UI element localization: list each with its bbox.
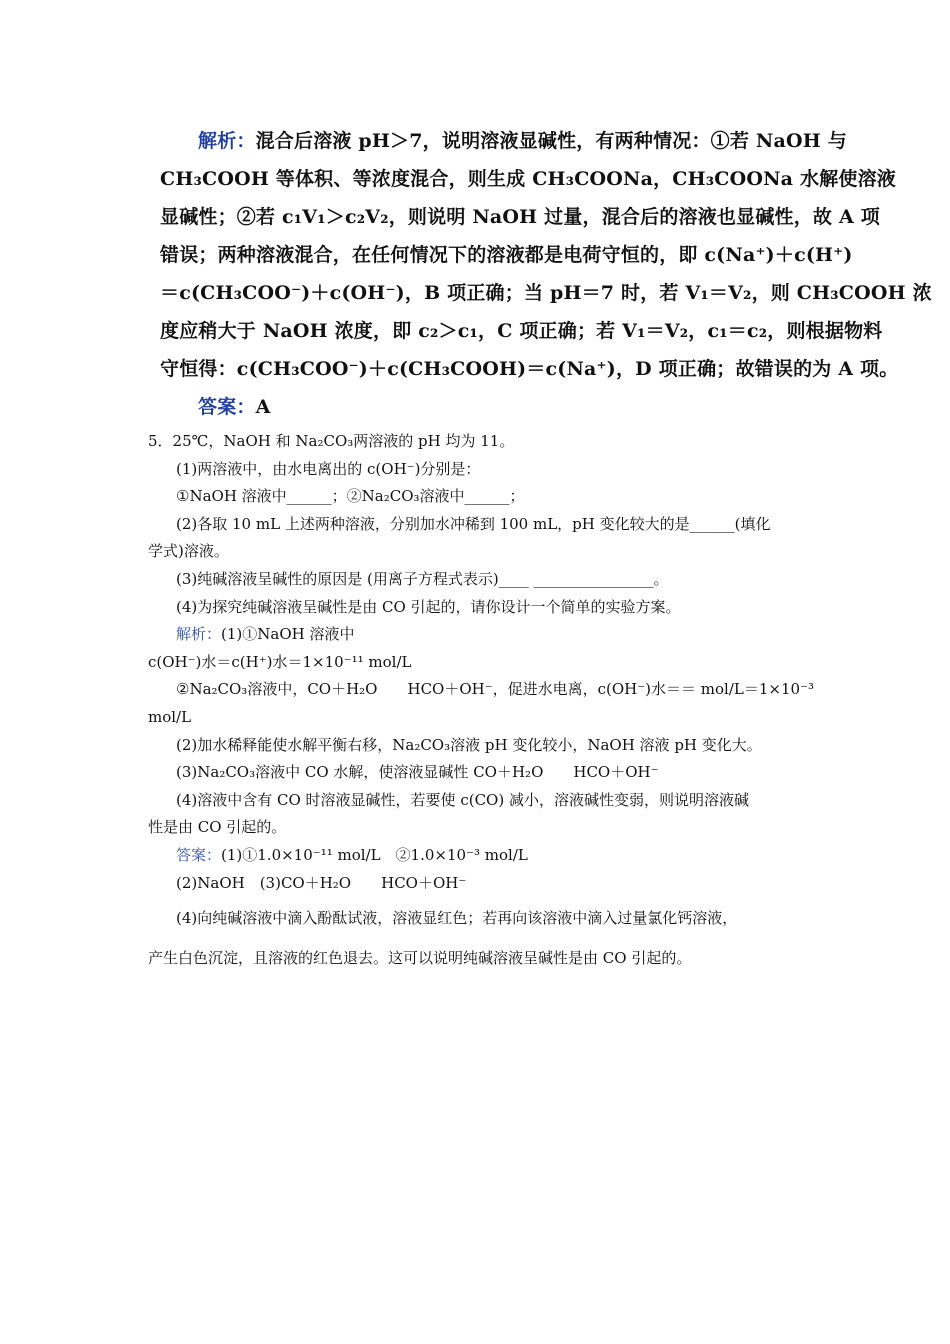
answer-label-2: 答案： [176,845,222,864]
analysis-line-6: (4)溶液中含有 CO 时溶液显碱性，若要使 c(CO) 减小，溶液碱性变弱，则说明溶液碱 [176,790,749,809]
sub-question-1: (1)两溶液中，由水电离出的 c(OH⁻)分别是： [176,459,481,478]
analysis-line-2: c(OH⁻)水＝c(H⁺)水＝1×10⁻¹¹ mol/L [148,652,412,671]
answer-line-1: 答案：(1)①1.0×10⁻¹¹ mol/L ②1.0×10⁻³ mol/L [176,845,528,864]
scanned-solution-block [160,122,932,426]
analysis-label: 解析： [198,130,256,152]
analysis-line-3: ②Na₂CO₃溶液中，CO＋H₂O HCO＋OH⁻，促进水电离，c(OH⁻)水＝＝ mol/L＝1×10⁻³ [176,680,815,699]
solution-line-2: CH₃COOH 等体积、等浓度混合，则生成 CH₃COONa，CH₃COONa 水解使溶液 [160,168,897,190]
answer-label: 答案： [198,396,256,418]
analysis-line-5: (3)Na₂CO₃溶液中 CO 水解，使溶液显碱性 CO＋H₂O HCO＋OH⁻ [176,763,659,782]
question-stem: 5．25℃，NaOH 和 Na₂CO₃两溶液的 pH 均为 11。 [148,432,515,450]
analysis-line-6-cont: 性是由 CO 引起的。 [148,818,287,837]
analysis-label-2: 解析： [176,625,222,644]
solution-line-1: 解析：混合后溶液 pH＞7，说明溶液显碱性，有两种情况：①若 NaOH 与 [198,130,847,152]
question-5-block [148,428,828,972]
solution-line-6: 度应稍大于 NaOH 浓度，即 c₂＞c₁，C 项正确；若 V₁＝V₂，c₁＝c₂，则根据物料 [160,320,883,342]
analysis-line-4: (2)加水稀释能使水解平衡右移，Na₂CO₃溶液 pH 变化较小，NaOH 溶液 pH 变化大。 [176,735,762,754]
sub-question-2: (2)各取 10 mL 上述两种溶液，分别加水冲稀到 100 mL，pH 变化较大的是______(填化 [176,514,771,533]
analysis-line-3-cont: mol/L [148,707,192,726]
sub-question-3: (3)纯碱溶液呈碱性的原因是 (用离子方程式表示)____ ________________。 [176,569,669,588]
solution-line-5: ＝c(CH₃COO⁻)＋c(OH⁻)，B 项正确；当 pH＝7 时，若 V₁＝V₂，则 CH₃COOH 浓 [160,282,932,304]
sub-question-1-blanks: ①NaOH 溶液中______；②Na₂CO₃溶液中______； [176,487,525,506]
answer-line-3-cont: 产生白色沉淀，且溶液的红色退去。这可以说明纯碱溶液呈碱性是由 CO 引起的。 [148,948,692,967]
sub-question-4: (4)为探究纯碱溶液呈碱性是由 CO 引起的，请你设计一个简单的实验方案。 [176,597,681,616]
sub-question-2-cont: 学式)溶液。 [148,542,229,561]
analysis-line-1: 解析：(1)①NaOH 溶液中 [176,625,355,644]
solution-line-7: 守恒得：c(CH₃COO⁻)＋c(CH₃COOH)＝c(Na⁺)，D 项正确；故错误的为 A 项。 [160,358,899,380]
solution-line-4: 错误；两种溶液混合，在任何情况下的溶液都是电荷守恒的，即 c(Na⁺)＋c(H⁺) [160,244,853,266]
solution-line-3: 显碱性；②若 c₁V₁＞c₂V₂，则说明 NaOH 过量，混合后的溶液也显碱性，故 A 项 [160,206,880,228]
answer-line-3: (4)向纯碱溶液中滴入酚酞试液，溶液显红色；若再向该溶液中滴入过量氯化钙溶液， [176,909,738,928]
answer-value: A [255,396,271,418]
answer-line-2: (2)NaOH (3)CO＋H₂O HCO＋OH⁻ [176,873,467,892]
answer-line [198,388,840,426]
